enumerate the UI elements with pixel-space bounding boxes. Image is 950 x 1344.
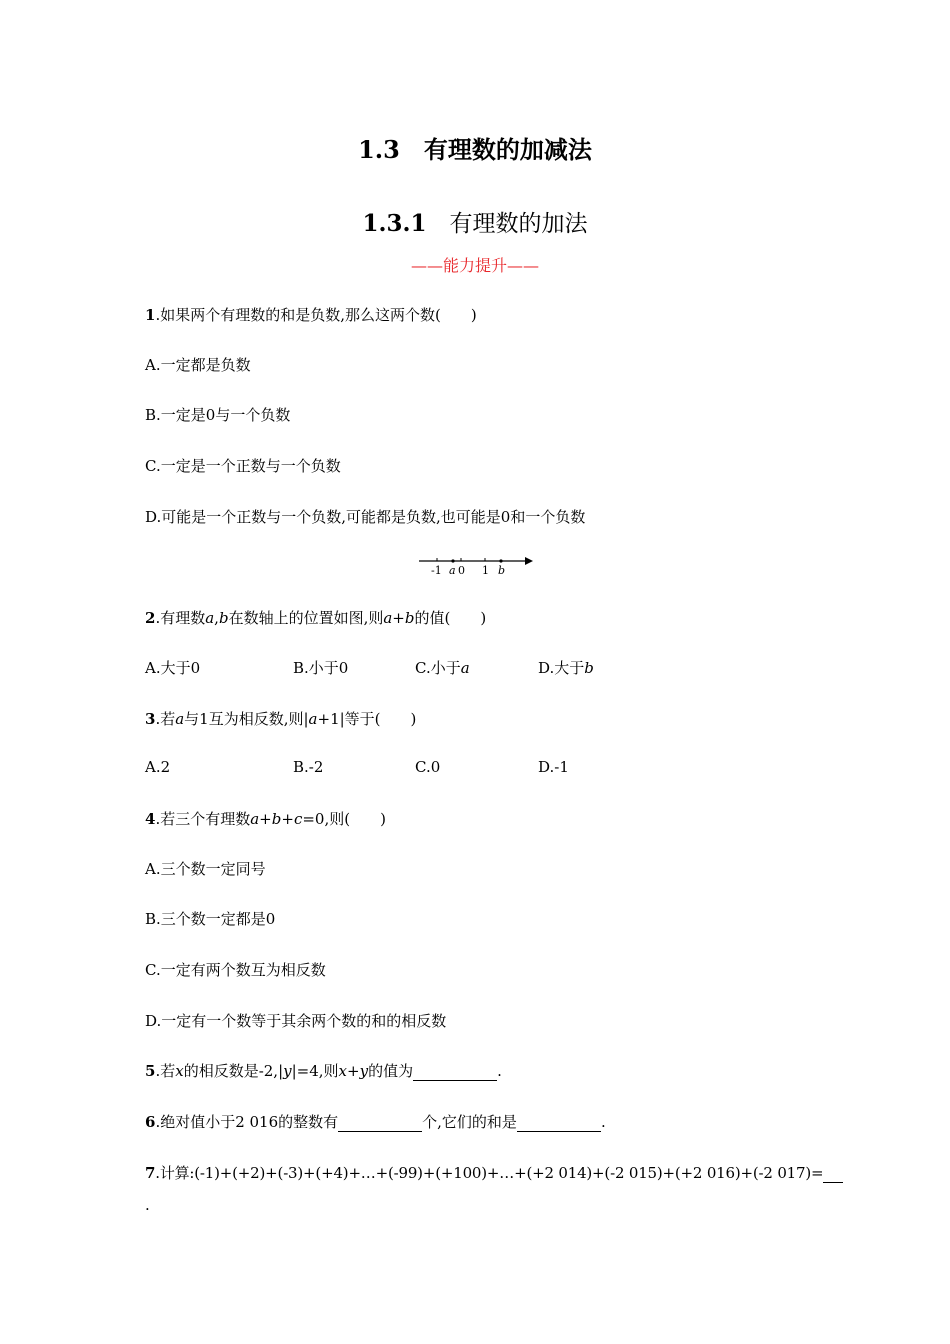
stem-text: 的值为 bbox=[368, 1062, 414, 1080]
stem-text: |=4,则 bbox=[291, 1062, 339, 1080]
q1-option-b: B.一定是0与一个负数 bbox=[145, 406, 291, 424]
section-number: 1.3.1 bbox=[362, 210, 427, 237]
q3-option-c: C.0 bbox=[415, 758, 441, 776]
question-4 bbox=[145, 808, 386, 829]
var-b: b bbox=[584, 659, 594, 677]
var-b: b bbox=[218, 609, 229, 627]
question-6 bbox=[145, 1111, 606, 1132]
chapter-number: 1.3 bbox=[358, 135, 400, 164]
question-2 bbox=[145, 607, 486, 628]
stem-text: + bbox=[281, 810, 294, 828]
q1-option-c: C.一定是一个正数与一个负数 bbox=[145, 457, 341, 475]
stem-text: +1|等于( ) bbox=[317, 710, 417, 728]
stem-text: 的值( ) bbox=[414, 609, 487, 627]
answer-blank-2[interactable] bbox=[517, 1113, 601, 1132]
label-1: 1 bbox=[482, 564, 489, 577]
q4-option-d: D.一定有一个数等于其余两个数的和的相反数 bbox=[145, 1012, 447, 1030]
q3-option-a: A.2 bbox=[145, 758, 171, 776]
q3-option-b: B.-2 bbox=[293, 758, 324, 776]
stem-text: + bbox=[392, 609, 405, 627]
option-text: D.大于 bbox=[538, 659, 585, 677]
stem-text: .若 bbox=[155, 1062, 176, 1080]
stem-text: .绝对值小于2 016的整数有 bbox=[155, 1113, 339, 1131]
var-a: a bbox=[308, 710, 318, 728]
stem-text: .若 bbox=[155, 710, 176, 728]
var-x: x bbox=[175, 1062, 184, 1080]
question-number: 3 bbox=[145, 710, 156, 728]
answer-blank[interactable] bbox=[413, 1062, 497, 1081]
stem-text: . bbox=[600, 1113, 606, 1131]
label-minus-1: -1 bbox=[431, 564, 442, 577]
stem-text: .若三个有理数 bbox=[155, 810, 251, 828]
axis-arrow bbox=[525, 557, 533, 565]
stem-text: .有理数 bbox=[155, 609, 206, 627]
question-stem: .如果两个有理数的和是负数,那么这两个数( ) bbox=[155, 306, 477, 324]
var-a: a bbox=[175, 710, 185, 728]
question-number: 5 bbox=[145, 1062, 156, 1080]
question-number: 6 bbox=[145, 1113, 156, 1131]
answer-blank-1[interactable] bbox=[338, 1113, 422, 1132]
section-heading: ——能力提升—— bbox=[410, 256, 539, 275]
stem-text: 的相反数是-2,| bbox=[183, 1062, 284, 1080]
q4-option-a: A.三个数一定同号 bbox=[145, 860, 266, 878]
option-text: C.小于 bbox=[415, 659, 461, 677]
q1-option-a: A.一定都是负数 bbox=[145, 356, 251, 374]
question-5 bbox=[145, 1060, 502, 1081]
question-1 bbox=[145, 304, 477, 325]
number-line-figure bbox=[415, 553, 535, 577]
var-x: x bbox=[338, 1062, 348, 1080]
question-number: 7 bbox=[145, 1164, 156, 1182]
var-y: y bbox=[359, 1062, 369, 1080]
answer-blank[interactable] bbox=[823, 1164, 843, 1183]
chapter-title-text: 有理数的加减法 bbox=[423, 135, 592, 164]
stem-text: 在数轴上的位置如图,则 bbox=[228, 609, 384, 627]
var-a: a bbox=[460, 659, 470, 677]
var-c: c bbox=[293, 810, 303, 828]
stem-text: + bbox=[259, 810, 272, 828]
label-b: b bbox=[498, 564, 506, 577]
stem-text: 与1互为相反数,则| bbox=[184, 710, 309, 728]
point-a bbox=[451, 559, 454, 562]
var-a: a bbox=[250, 810, 260, 828]
q4-option-c: C.一定有两个数互为相反数 bbox=[145, 961, 326, 979]
question-3 bbox=[145, 708, 416, 729]
var-b: b bbox=[271, 810, 282, 828]
question-number: 1 bbox=[145, 306, 156, 324]
option-text: A.大于0 bbox=[145, 659, 201, 677]
var-a: a bbox=[383, 609, 393, 627]
question-7 bbox=[145, 1162, 843, 1183]
option-text: B.小于0 bbox=[293, 659, 349, 677]
chapter-title bbox=[0, 130, 950, 165]
point-b bbox=[499, 559, 502, 562]
q4-option-b: B.三个数一定都是0 bbox=[145, 910, 276, 928]
q2-option-b bbox=[293, 657, 348, 678]
label-0: 0 bbox=[458, 564, 465, 577]
q2-option-c bbox=[415, 657, 470, 678]
var-b: b bbox=[404, 609, 415, 627]
section-title-text: 有理数的加法 bbox=[449, 211, 588, 237]
label-a: a bbox=[449, 564, 456, 577]
var-a: a bbox=[205, 609, 215, 627]
var-y: y bbox=[283, 1062, 292, 1080]
stem-text: =0,则( ) bbox=[302, 810, 386, 828]
q3-option-d: D.-1 bbox=[538, 758, 569, 776]
stem-text: , bbox=[214, 609, 219, 627]
stem-text: + bbox=[347, 1062, 360, 1080]
question-7-end: . bbox=[145, 1196, 150, 1214]
question-number: 4 bbox=[145, 810, 156, 828]
q2-option-d bbox=[538, 657, 594, 678]
question-number: 2 bbox=[145, 609, 156, 627]
q2-option-a bbox=[145, 657, 200, 678]
stem-text: .计算:(-1)+(+2)+(-3)+(+4)+…+(-99)+(+100)+…+(+2 014)+(-2 015)+(+2 016)+(-2 017)= bbox=[155, 1164, 824, 1182]
q1-option-d: D.可能是一个正数与一个负数,可能都是负数,也可能是0和一个负数 bbox=[145, 508, 586, 526]
stem-text: 个,它们的和是 bbox=[422, 1113, 517, 1131]
stem-text: . bbox=[497, 1062, 502, 1080]
section-title bbox=[0, 205, 950, 238]
